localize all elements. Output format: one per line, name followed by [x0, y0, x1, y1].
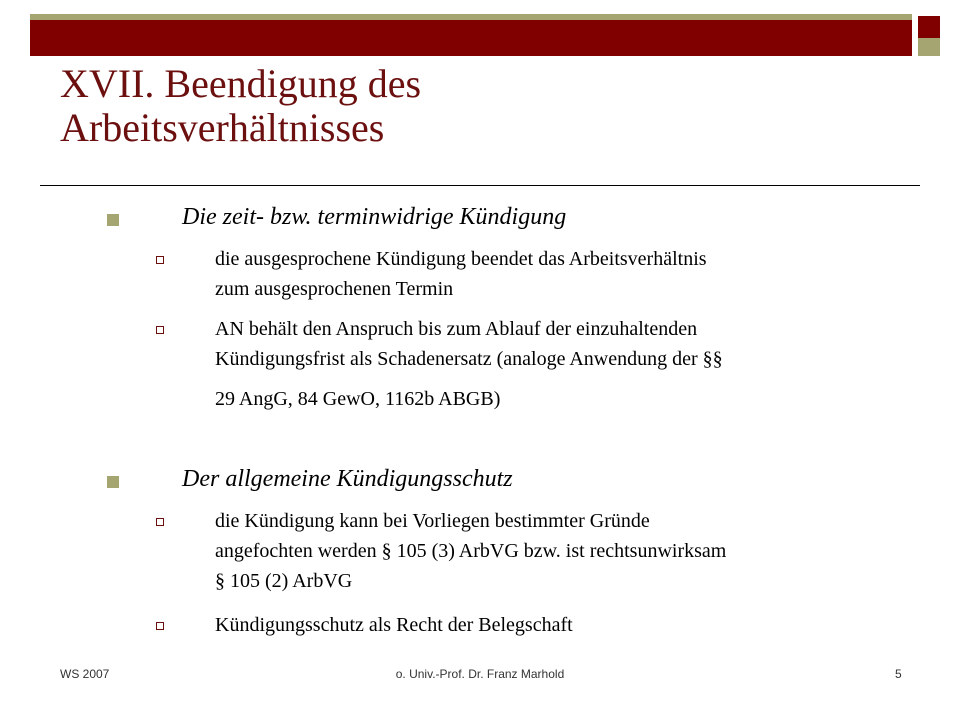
list-item-line: AN behält den Anspruch bis zum Ablauf der einzuhaltenden [215, 318, 698, 340]
list-item-text [215, 384, 915, 414]
list-item-line: zum ausgesprochenen Termin [215, 278, 454, 300]
slide-title-line1: XVII. Beendigung des [60, 61, 422, 106]
list-item-text [215, 314, 915, 374]
list-item-line: Kündigungsschutz als Recht der Belegschaft [215, 614, 573, 636]
list-item-text [215, 610, 915, 640]
list-item-line: Kündigungsfrist als Schadenersatz (analoge Anwendung der §§ [215, 348, 723, 370]
list-item-line: die ausgesprochene Kündigung beendet das Arbeitsverhältnis [215, 248, 707, 270]
section-heading-text: Die zeit- bzw. terminwidrige Kündigung [182, 204, 567, 230]
list-item-line: angefochten werden § 105 (3) ArbVG bzw. ist rechtsunwirksam [215, 540, 727, 562]
list-item-text [215, 506, 915, 596]
slide-title-line2: Arbeitsverhältnisses [60, 105, 385, 150]
title-divider [40, 185, 920, 186]
hollow-square-bullet-icon [156, 518, 164, 526]
list-item-line: 29 AngG, 84 GewO, 1162b ABGB) [215, 388, 501, 410]
slide-title [60, 62, 920, 150]
footer-author: o. Univ.-Prof. Dr. Franz Marhold [395, 667, 565, 681]
section-heading-text: Der allgemeine Kündigungsschutz [182, 466, 513, 492]
square-bullet-icon [107, 214, 119, 226]
square-bullet-icon [107, 476, 119, 488]
hollow-square-bullet-icon [156, 622, 164, 630]
footer-semester: WS 2007 [60, 667, 110, 681]
hollow-square-bullet-icon [156, 326, 164, 334]
hollow-square-bullet-icon [156, 256, 164, 264]
corner-square-red [918, 16, 940, 38]
list-item-line: § 105 (2) ArbVG [215, 570, 353, 592]
top-decorative-bar [30, 14, 912, 56]
list-item-text [215, 244, 915, 304]
corner-square-olive [918, 38, 940, 56]
footer-page-number: 5 [895, 667, 902, 681]
list-item-line: die Kündigung kann bei Vorliegen bestimmter Gründe [215, 510, 650, 532]
